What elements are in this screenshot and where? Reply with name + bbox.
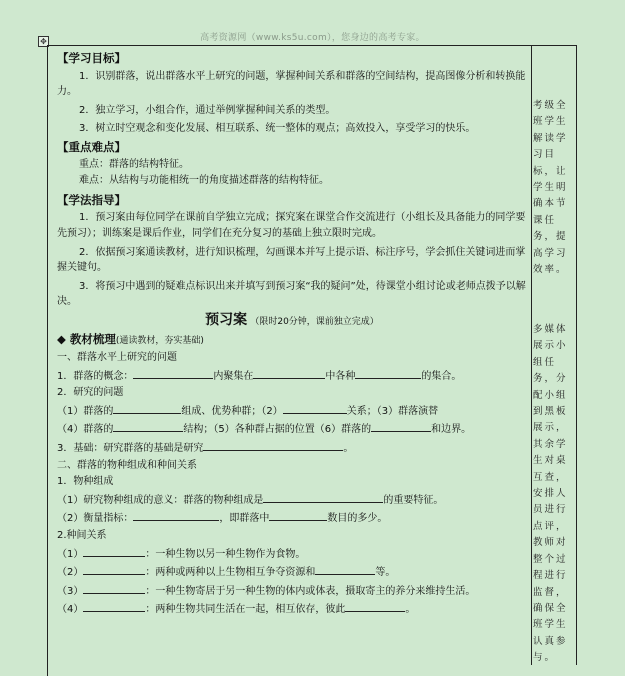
goals-title: 【学习目标】 — [57, 51, 126, 65]
q1-text-a: 1．群落的概念： — [57, 370, 134, 382]
method-item-3: 3．将预习中遇到的疑难点标识出来并填写到预习案“我的疑问”处，待课堂小组讨论或老师点拨予以解决。 — [57, 280, 526, 308]
p2-1-2-text-b: ，即群落中 — [219, 513, 270, 525]
preview-subtitle: （限时20分钟，课前独立完成） — [250, 316, 379, 327]
p2-1-1-text-b: 的重要特征。 — [383, 494, 444, 506]
blank-12[interactable] — [83, 545, 145, 557]
keypoints-title: 【重点难点】 — [57, 139, 126, 154]
p2-1-1-text-a: （1）研究物种组成的意义：群落的物种组成是 — [57, 494, 264, 506]
blank-2[interactable] — [253, 367, 325, 379]
section-head-note: (通读教材，夯实基础) — [115, 335, 204, 346]
page-header-source: 高考资源网（www.ks5u.com），您身边的高考专家。 — [200, 33, 425, 43]
relation-4 — [57, 600, 527, 618]
blank-8[interactable] — [203, 439, 343, 451]
key-point: 重点：群落的结构特征。 — [79, 158, 189, 170]
table-right-border — [576, 45, 577, 665]
part2-item-1-1 — [57, 491, 527, 509]
r2-text-b: ：两种或两种以上生物相互争夺资源和 — [145, 567, 316, 579]
goal-item-3: 3．树立时空观念和变化发展、相互联系、统一整体的观点；高效投入，享受学习的快乐。 — [79, 123, 476, 135]
table-move-handle-icon[interactable]: ✥ — [38, 36, 49, 47]
r4-text-b: ：两种生物共同生活在一起，相互依存，彼此 — [145, 604, 346, 616]
method-item-1: 1．预习案由每位同学在课前自学独立完成；探究案在课堂合作交流进行（小组长及具备能力的同学要先预习）；训练案是课后作业，同学们在充分复习的基础上独立限时完成。 — [57, 212, 526, 239]
r2-text-c: 等。 — [375, 567, 396, 579]
q2-2-text-c: 和边界。 — [431, 424, 472, 436]
q3-text-b: 。 — [343, 443, 354, 455]
q3-text-a: 3．基础：研究群落的基础是研究 — [57, 443, 204, 455]
r4-text-c: 。 — [405, 604, 416, 616]
part2-item-1-2 — [57, 509, 527, 527]
part2-item-1: 1．物种组成 — [57, 476, 114, 488]
method-item-2: 2．依据预习案通读教材，进行知识梳理，勾画课本并写上提示语、标注序号，学会抓住关键词进而掌握关键句。 — [57, 246, 526, 274]
blank-11[interactable] — [269, 509, 327, 521]
r3-text-b: ：一种生物寄居于另一种生物的体内或体表，摄取寄主的养分来维持生活。 — [145, 585, 476, 597]
q2-2-text-a: （4）群落的 — [57, 424, 114, 436]
p2-1-2-text-a: （2）衡量指标： — [57, 513, 134, 525]
blank-10[interactable] — [133, 509, 219, 521]
blank-1[interactable] — [133, 367, 213, 379]
r4-text-a: （4） — [57, 604, 84, 616]
q2-1-text-c: 关系；（3）群落演替 — [346, 405, 439, 417]
part2-item-2: 2.种间关系 — [57, 530, 107, 542]
q2-1-text-a: （1）群落的 — [57, 405, 114, 417]
relation-1 — [57, 545, 527, 563]
preview-title: 预习案 — [205, 311, 248, 328]
blank-3[interactable] — [355, 367, 421, 379]
r2-text-a: （2） — [57, 567, 84, 579]
difficulty-point: 难点：从结构与功能相统一的角度描述群落的结构特征。 — [79, 175, 329, 187]
textbook-section-head — [57, 332, 527, 350]
blank-4[interactable] — [113, 402, 181, 414]
section-head-label: ◆ 教材梳理 — [57, 331, 116, 346]
q2-2-text-b: 结构；（5）各种群占据的位置（6）群落的 — [183, 424, 372, 436]
goal-item-1: 1．识别群落，说出群落水平上研究的问题，掌握种间关系和群落的空间结构，提高图像分析和转换能力。 — [57, 70, 526, 98]
blank-7[interactable] — [371, 420, 431, 432]
blank-13[interactable] — [83, 563, 145, 575]
r3-text-a: （3） — [57, 585, 84, 597]
side-note-preview: 多媒体展示小组任务，分配小组到黑板展示，其余学生对桌互查，安排人员进行点评，教师对整个过程进行监督，确保全班学生认真参与。 — [533, 324, 568, 664]
question-2: 2．研究的问题 — [57, 387, 124, 399]
blank-6[interactable] — [113, 420, 183, 432]
preview-heading — [57, 313, 527, 331]
question-2-line-1 — [57, 402, 527, 420]
p2-1-2-text-c: 数目的多少。 — [327, 513, 388, 525]
question-3 — [57, 439, 527, 457]
q1-text-c: 中各种 — [325, 370, 356, 382]
r1-text-a: （1） — [57, 548, 84, 560]
blank-14[interactable] — [315, 563, 375, 575]
side-note-goals: 考级全班学生解读学习目标，让学生明确本节课任务，提高学习效率。 — [533, 100, 568, 276]
relation-3 — [57, 582, 527, 600]
blank-15[interactable] — [83, 582, 145, 594]
blank-5[interactable] — [283, 402, 347, 414]
blank-9[interactable] — [263, 491, 383, 503]
part1-title: 一、群落水平上研究的问题 — [57, 352, 177, 364]
part2-title: 二、群落的物种组成和种间关系 — [57, 459, 197, 471]
relation-2 — [57, 563, 527, 581]
method-title: 【学法指导】 — [57, 192, 126, 207]
r1-text-b: ：一种生物以另一种生物作为食物。 — [145, 548, 306, 560]
lesson-content — [57, 51, 527, 619]
blank-16[interactable] — [83, 600, 145, 612]
q1-text-d: 的集合。 — [421, 370, 462, 382]
question-2-line-2 — [57, 420, 527, 438]
column-divider — [531, 45, 532, 665]
question-1 — [57, 367, 527, 385]
q2-1-text-b: 组成、优势种群；（2） — [181, 405, 283, 417]
goal-item-2: 2．独立学习，小组合作，通过举例掌握种间关系的类型。 — [79, 104, 336, 116]
blank-17[interactable] — [345, 600, 405, 612]
q1-text-b: 内聚集在 — [213, 370, 254, 382]
